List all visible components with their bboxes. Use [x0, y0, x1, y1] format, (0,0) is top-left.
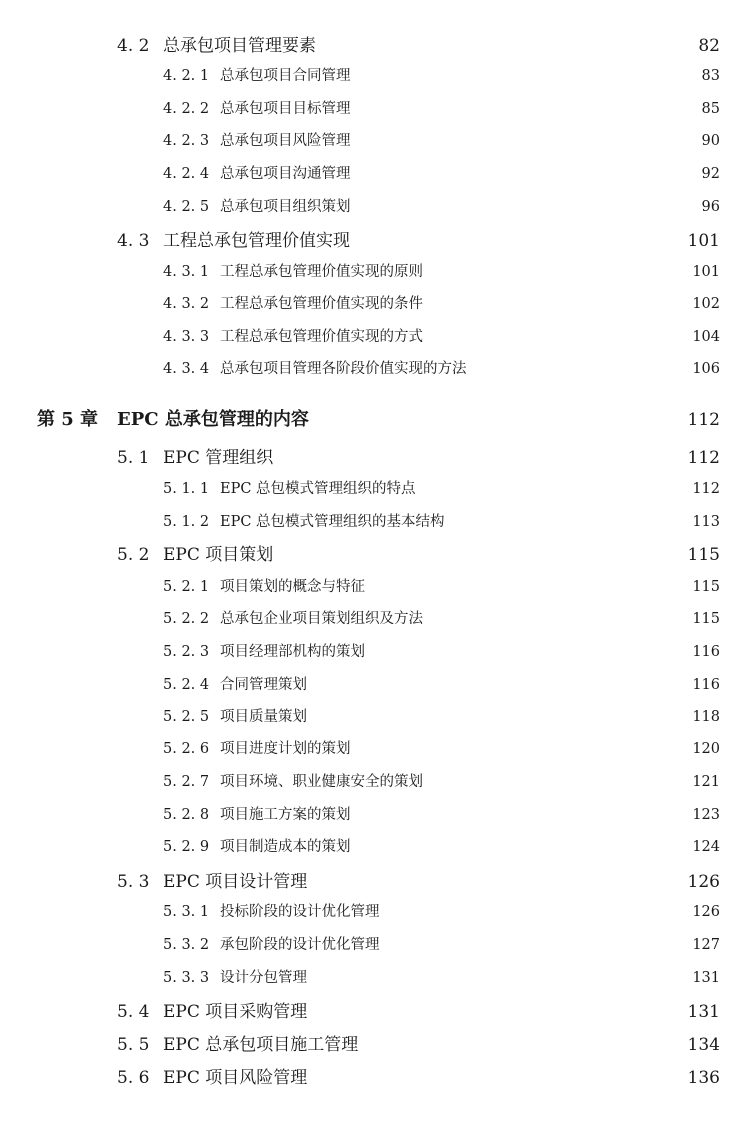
toc-entry — [0, 604, 750, 634]
section-title: 总承包项目目标管理 — [220, 101, 351, 117]
page-number: 116 — [692, 644, 720, 660]
toc-entry — [0, 1063, 750, 1093]
toc-entry — [0, 800, 750, 830]
section-number: 5. 3 — [117, 872, 150, 892]
section-number: 4. 2. 1 — [163, 68, 210, 84]
section-number: 4. 2 — [117, 36, 150, 56]
toc-entry — [0, 767, 750, 797]
page-number: 82 — [698, 36, 720, 56]
section-title: 总承包项目组织策划 — [220, 199, 351, 215]
page-number: 124 — [692, 839, 720, 855]
section-number: 5. 3. 3 — [163, 970, 210, 986]
section-number: 5. 2. 5 — [163, 709, 210, 725]
page-number: 126 — [692, 904, 720, 920]
page-number: 116 — [692, 677, 720, 693]
section-title: 项目进度计划的策划 — [220, 741, 351, 757]
toc-entry — [0, 126, 750, 156]
page-number: 131 — [692, 970, 720, 986]
page-number: 126 — [687, 872, 720, 892]
page-number: 115 — [692, 611, 720, 627]
section-title: 项目经理部机构的策划 — [220, 644, 365, 660]
page-number: 127 — [692, 937, 720, 953]
page-number: 96 — [701, 199, 720, 215]
section-number: 4. 3. 4 — [163, 361, 210, 377]
toc-entry — [0, 443, 750, 473]
page-number: 90 — [701, 133, 720, 149]
page-number: 112 — [692, 481, 720, 497]
toc-entry — [0, 354, 750, 384]
toc-entry — [0, 867, 750, 897]
section-number: 5. 5 — [117, 1035, 150, 1055]
toc-entry — [0, 159, 750, 189]
section-number: 5. 1 — [117, 448, 150, 468]
section-title: EPC 项目风险管理 — [163, 1068, 308, 1088]
section-number: 5. 2. 7 — [163, 774, 210, 790]
page-number: 83 — [701, 68, 720, 84]
toc-entry — [0, 257, 750, 287]
section-title: EPC 管理组织 — [163, 448, 274, 468]
page-number: 101 — [692, 264, 720, 280]
section-number: 5. 2. 1 — [163, 579, 210, 595]
section-number: 5. 2. 3 — [163, 644, 210, 660]
page-number: 101 — [687, 231, 720, 251]
toc-entry — [0, 31, 750, 61]
section-title: 承包阶段的设计优化管理 — [220, 937, 380, 953]
section-title: EPC 项目采购管理 — [163, 1002, 308, 1022]
section-title: EPC 总承包项目施工管理 — [163, 1035, 359, 1055]
page-number: 113 — [692, 514, 720, 530]
page-number: 104 — [692, 329, 720, 345]
section-title: 项目环境、职业健康安全的策划 — [220, 774, 423, 790]
section-number: 4. 2. 2 — [163, 101, 210, 117]
section-title: 总承包项目管理各阶段价值实现的方法 — [220, 361, 467, 377]
section-title: 项目制造成本的策划 — [220, 839, 351, 855]
page-number: 92 — [701, 166, 720, 182]
page-number: 123 — [692, 807, 720, 823]
section-title: EPC 总包模式管理组织的特点 — [220, 481, 416, 497]
section-number: 5. 2. 8 — [163, 807, 210, 823]
toc-entry — [0, 61, 750, 91]
section-title: 总承包企业项目策划组织及方法 — [220, 611, 423, 627]
section-title: 工程总承包管理价值实现的条件 — [220, 296, 423, 312]
toc-entry — [0, 507, 750, 537]
page-number: 118 — [692, 709, 720, 725]
toc-entry — [0, 94, 750, 124]
section-title: 设计分包管理 — [220, 970, 307, 986]
toc-entry — [0, 997, 750, 1027]
toc-entry — [0, 474, 750, 504]
toc-entry — [0, 226, 750, 256]
section-title: 总承包项目沟通管理 — [220, 166, 351, 182]
toc-entry — [0, 897, 750, 927]
toc-entry — [0, 963, 750, 993]
page-number: 121 — [692, 774, 720, 790]
section-title: 总承包项目风险管理 — [220, 133, 351, 149]
section-number: 5. 1. 1 — [163, 481, 210, 497]
toc-entry — [0, 832, 750, 862]
page-number: 85 — [701, 101, 720, 117]
section-title: EPC 项目设计管理 — [163, 872, 308, 892]
section-title: EPC 总包模式管理组织的基本结构 — [220, 514, 445, 530]
section-number: 5. 1. 2 — [163, 514, 210, 530]
page-number: 115 — [687, 545, 720, 565]
page-number: 102 — [692, 296, 720, 312]
section-number: 5. 2 — [117, 545, 150, 565]
toc-entry — [0, 540, 750, 570]
toc-entry — [0, 637, 750, 667]
section-title: 总承包项目合同管理 — [220, 68, 351, 84]
toc-entry — [0, 734, 750, 764]
toc-entry — [0, 702, 750, 732]
page-number: 112 — [687, 410, 720, 430]
section-number: 5. 3. 2 — [163, 937, 210, 953]
section-number: 5. 6 — [117, 1068, 150, 1088]
section-number: 4. 2. 5 — [163, 199, 210, 215]
section-number: 5. 2. 9 — [163, 839, 210, 855]
toc-entry — [0, 322, 750, 352]
section-title: 项目策划的概念与特征 — [220, 579, 365, 595]
section-number: 4. 3 — [117, 231, 150, 251]
page-number: 136 — [687, 1068, 720, 1088]
section-number: 4. 3. 3 — [163, 329, 210, 345]
section-number: 4. 3. 1 — [163, 264, 210, 280]
chapter-title: EPC 总承包管理的内容 — [117, 409, 309, 430]
section-number: 5. 4 — [117, 1002, 150, 1022]
page-number: 131 — [687, 1002, 720, 1022]
section-number: 4. 3. 2 — [163, 296, 210, 312]
section-number: 5. 2. 6 — [163, 741, 210, 757]
section-title: 工程总承包管理价值实现的原则 — [220, 264, 423, 280]
toc-entry — [0, 192, 750, 222]
section-title: 合同管理策划 — [220, 677, 307, 693]
page-number: 112 — [687, 448, 720, 468]
section-number: 4. 2. 4 — [163, 166, 210, 182]
section-number: 5. 3. 1 — [163, 904, 210, 920]
section-number: 5. 2. 4 — [163, 677, 210, 693]
toc-entry — [0, 1030, 750, 1060]
section-title: 投标阶段的设计优化管理 — [220, 904, 380, 920]
chapter-number: 第 5 章 — [37, 409, 99, 430]
page-number: 106 — [692, 361, 720, 377]
section-title: 工程总承包管理价值实现的方式 — [220, 329, 423, 345]
page-number: 115 — [692, 579, 720, 595]
section-number: 4. 2. 3 — [163, 133, 210, 149]
toc-entry — [0, 930, 750, 960]
toc-chapter-entry — [0, 405, 750, 435]
section-title: 工程总承包管理价值实现 — [163, 231, 350, 251]
page-number: 120 — [692, 741, 720, 757]
section-title: 总承包项目管理要素 — [163, 36, 316, 56]
section-title: EPC 项目策划 — [163, 545, 274, 565]
section-title: 项目施工方案的策划 — [220, 807, 351, 823]
toc-entry — [0, 670, 750, 700]
section-number: 5. 2. 2 — [163, 611, 210, 627]
toc-entry — [0, 289, 750, 319]
section-title: 项目质量策划 — [220, 709, 307, 725]
page-number: 134 — [687, 1035, 720, 1055]
toc-entry — [0, 572, 750, 602]
